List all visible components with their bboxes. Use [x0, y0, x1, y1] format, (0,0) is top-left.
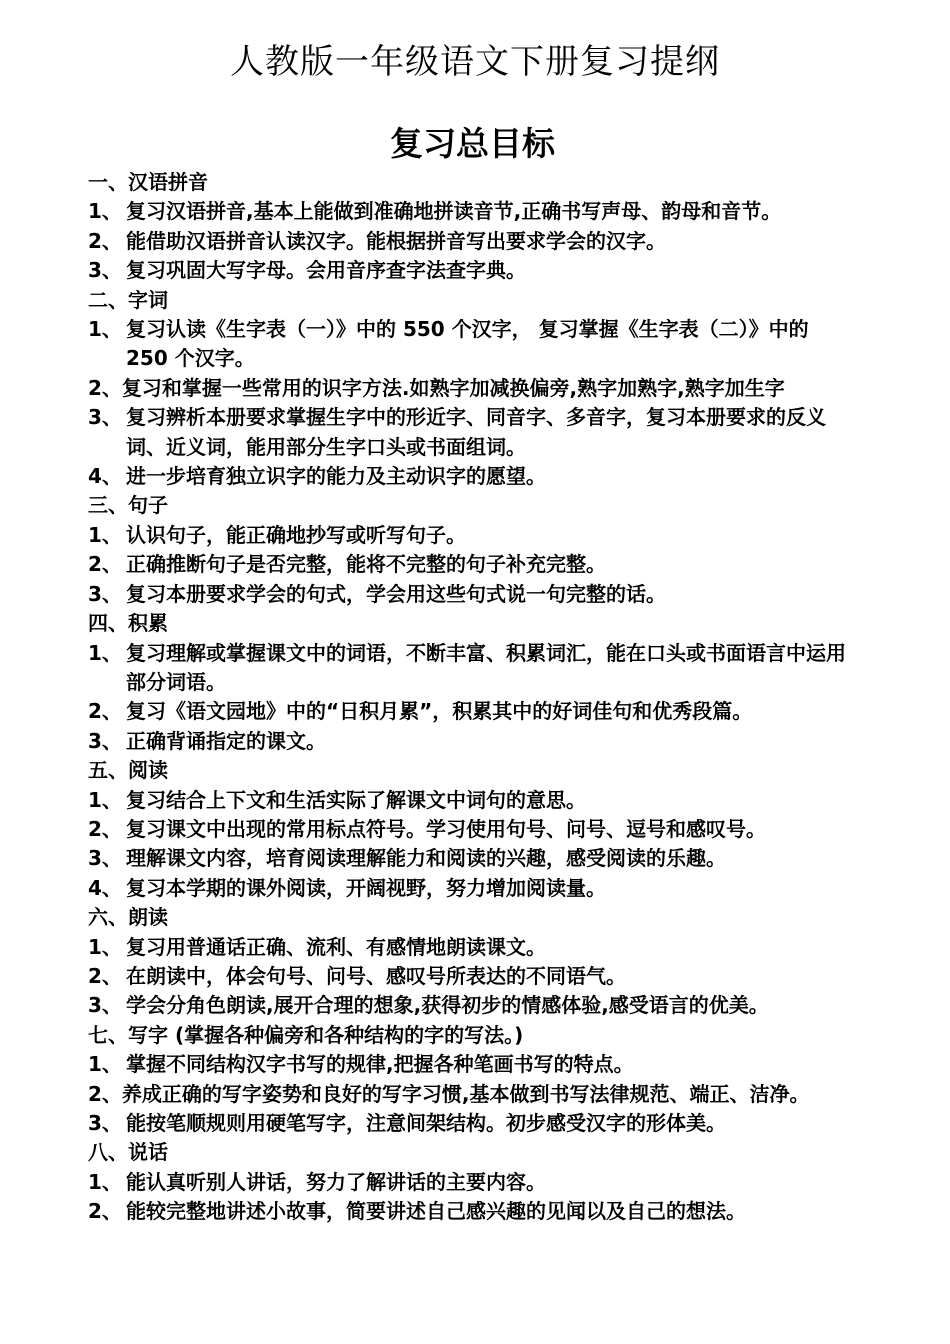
- item-text: 复习理解或掌握课文中的词语，不断丰富、积累词汇，能在口头或书面语言中运用部分词语。: [126, 640, 846, 694]
- item-number: 3、: [88, 581, 122, 606]
- outline-content: [88, 168, 856, 1227]
- item-text: 能较完整地讲述小故事，简要讲述自己感兴趣的见闻以及自己的想法。: [126, 1199, 746, 1224]
- item-number: 1、: [88, 522, 122, 547]
- item-text: 复习用普通话正确、流利、有感情地朗读课文。: [126, 934, 546, 959]
- item-text: 养成正确的写字姿势和良好的写字习惯,基本做到书写法律规范、端正、洁净。: [121, 1081, 810, 1106]
- section-heading: 二、字词: [88, 287, 168, 312]
- section-heading: 五、阅读: [88, 758, 168, 783]
- outline-item: [88, 1050, 856, 1079]
- item-text: 能按笔顺规则用硬笔写字，注意间架结构。初步感受汉字的形体美。: [126, 1111, 726, 1135]
- outline-item: [88, 315, 856, 374]
- outline-item: [88, 462, 856, 491]
- item-number: 2、: [88, 375, 122, 400]
- item-text: 理解课文内容，培育阅读理解能力和阅读的兴趣，感受阅读的乐趣。: [126, 846, 726, 871]
- item-text: 复习汉语拼音,基本上能做到准确地拼读音节,正确书写声母、韵母和音节。: [126, 199, 782, 224]
- item-number: 4、: [88, 875, 122, 900]
- item-text: 能借助汉语拼音认读汉字。能根据拼音写出要求学会的汉字。: [126, 228, 666, 253]
- item-number: 3、: [88, 258, 122, 283]
- outline-item: [88, 933, 856, 962]
- outline-item: [88, 639, 856, 698]
- item-text: 学会分角色朗读,展开合理的想象,获得初步的情感体验,感受语言的优美。: [126, 993, 769, 1018]
- item-number: 1、: [88, 787, 122, 812]
- outline-item: [88, 1168, 856, 1197]
- item-text: 复习本册要求学会的句式，学会用这些句式说一句完整的话。: [126, 581, 666, 606]
- outline-item: [88, 227, 856, 256]
- outline-item: [88, 256, 856, 285]
- outline-item: [88, 1080, 856, 1109]
- main-heading: 复习总目标: [390, 124, 555, 163]
- item-text: 复习课文中出现的常用标点符号。学习使用句号、问号、逗号和感叹号。: [126, 816, 766, 841]
- item-text: 复习巩固大写字母。会用音序查字法查字典。: [126, 258, 526, 283]
- item-text: 复习《语文园地》中的“日积月累”，积累其中的好词佳句和优秀段篇。: [126, 699, 753, 724]
- item-number: 3、: [88, 405, 122, 430]
- section-heading: 四、积累: [88, 611, 168, 636]
- item-number: 2、: [88, 699, 122, 724]
- item-text: 复习结合上下文和生活实际了解课文中词句的意思。: [126, 787, 586, 812]
- section-heading: 一、汉语拼音: [88, 170, 208, 194]
- item-number: 1、: [88, 1052, 122, 1077]
- item-text: 复习本学期的课外阅读，开阔视野，努力增加阅读量。: [126, 875, 606, 900]
- outline-item: [88, 550, 856, 579]
- item-text: 正确推断句子是否完整，能将不完整的句子补充完整。: [126, 552, 606, 577]
- item-number: 3、: [88, 993, 122, 1018]
- item-number: 2、: [88, 228, 122, 253]
- outline-item: [88, 580, 856, 609]
- item-number: 3、: [88, 846, 122, 871]
- outline-item: [88, 521, 856, 550]
- item-number: 1、: [88, 1169, 122, 1194]
- outline-item: [88, 962, 856, 991]
- item-text: 复习认读《生字表（一）》中的 550 个汉字， 复习掌握《生字表（二）》中的 250 个汉字。: [126, 317, 809, 371]
- item-number: 1、: [88, 934, 122, 959]
- outline-item: [88, 991, 856, 1020]
- item-number: 1、: [88, 317, 122, 342]
- outline-item: [88, 1109, 856, 1138]
- item-number: 1、: [88, 199, 122, 224]
- document-title: 人教版一年级语文下册复习提纲: [230, 42, 720, 82]
- outline-item: [88, 1197, 856, 1226]
- section-heading: 六、朗读: [88, 905, 168, 930]
- section-heading: 七、写字 (掌握各种偏旁和各种结构的字的写法。): [88, 1022, 524, 1047]
- item-text: 复习和掌握一些常用的识字方法.如熟字加减换偏旁,熟字加熟字,熟字加生字: [121, 375, 785, 400]
- item-number: 2、: [88, 816, 122, 841]
- item-text: 掌握不同结构汉字书写的规律,把握各种笔画书写的特点。: [126, 1052, 634, 1077]
- outline-item: [88, 815, 856, 844]
- section-heading: 三、句子: [88, 493, 168, 518]
- item-number: 4、: [88, 464, 122, 489]
- item-text: 认识句子，能正确地抄写或听写句子。: [126, 522, 466, 547]
- item-number: 2、: [88, 1081, 122, 1106]
- item-number: 3、: [88, 1111, 122, 1135]
- item-number: 2、: [88, 963, 122, 988]
- item-text: 能认真听别人讲话，努力了解讲话的主要内容。: [126, 1169, 546, 1194]
- outline-item: [88, 844, 856, 873]
- item-text: 复习辨析本册要求掌握生字中的形近字、同音字、多音字，复习本册要求的反义词、近义词，能用部分生字口头或书面组词。: [126, 405, 826, 459]
- outline-item: [88, 697, 856, 726]
- outline-item: [88, 786, 856, 815]
- outline-item: [88, 727, 856, 756]
- outline-item: [88, 374, 856, 403]
- item-text: 在朗读中，体会句号、问号、感叹号所表达的不同语气。: [126, 963, 626, 988]
- section-heading: 八、说话: [88, 1140, 168, 1165]
- item-text: 进一步培育独立识字的能力及主动识字的愿望。: [126, 464, 546, 489]
- outline-item: [88, 197, 856, 226]
- item-number: 3、: [88, 728, 122, 753]
- outline-item: [88, 874, 856, 903]
- item-number: 2、: [88, 1199, 122, 1224]
- item-number: 1、: [88, 640, 122, 665]
- item-text: 正确背诵指定的课文。: [126, 728, 326, 753]
- outline-item: [88, 403, 856, 462]
- item-number: 2、: [88, 552, 122, 577]
